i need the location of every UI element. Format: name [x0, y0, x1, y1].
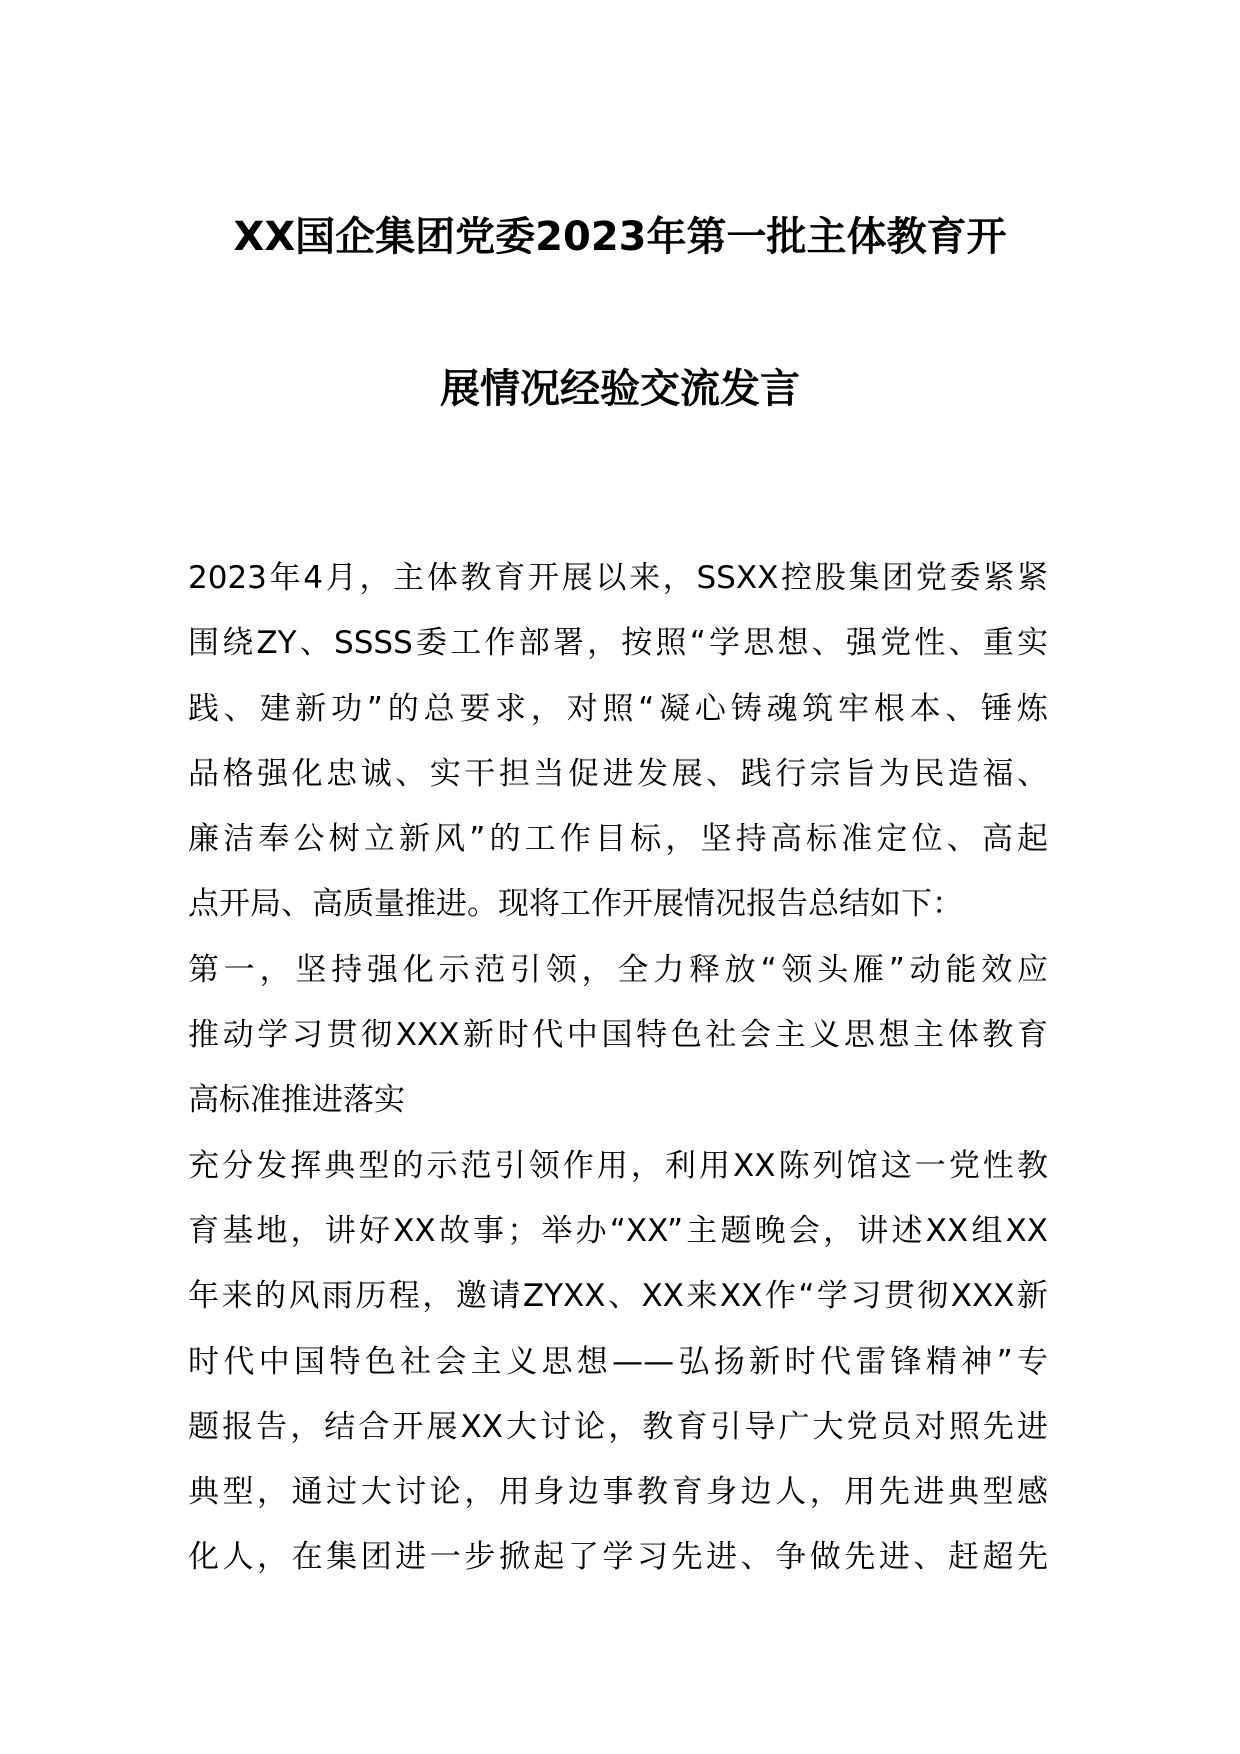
body-line: 题报告，结合开展XX大讨论，教育引导广大党员对照先进: [188, 1408, 1048, 1445]
document-body: [188, 546, 1048, 1591]
document-title-line-2: 展情况经验交流发言: [440, 366, 800, 412]
section-heading-line: 推动学习贯彻XXX新时代中国特色社会主义思想主体教育: [188, 1017, 1048, 1054]
section-heading-line: 高标准推进落实: [188, 1082, 405, 1119]
body-line: 践、建新功”的总要求，对照“凝心铸魂筑牢根本、锤炼: [188, 690, 1048, 727]
body-line: 育基地，讲好XX故事；举办“XX”主题晚会，讲述XX组XX: [188, 1212, 1048, 1249]
body-line: 廉洁奉公树立新风”的工作目标，坚持高标准定位、高起: [188, 821, 1048, 858]
body-line: 品格强化忠诚、实干担当促进发展、践行宗旨为民造福、: [188, 755, 1048, 792]
body-line: 时代中国特色社会主义思想——弘扬新时代雷锋精神”专: [188, 1343, 1048, 1380]
body-line: 2023年4月，主体教育开展以来，SSXX控股集团党委紧紧: [188, 560, 1048, 596]
body-line: 点开局、高质量推进。现将工作开展情况报告总结如下：: [188, 886, 963, 923]
body-line: 典型，通过大讨论，用身边事教育身边人，用先进典型感: [188, 1474, 1048, 1511]
body-line: 化人，在集团进一步掀起了学习先进、争做先进、赶超先: [188, 1539, 1048, 1576]
section-heading-line: 第一，坚持强化示范引领，全力释放“领头雁”动能效应: [188, 951, 1048, 988]
body-line: 年来的风雨历程，邀请ZYXX、XX来XX作“学习贯彻XXX新: [188, 1278, 1048, 1315]
body-line: 充分发挥典型的示范引领作用，利用XX陈列馆这一党性教: [188, 1147, 1048, 1184]
document-title-line-1: XX国企集团党委2023年第一批主体教育开: [233, 214, 1007, 260]
body-line: 围绕ZY、SSSS委工作部署，按照“学思想、强党性、重实: [188, 625, 1048, 662]
